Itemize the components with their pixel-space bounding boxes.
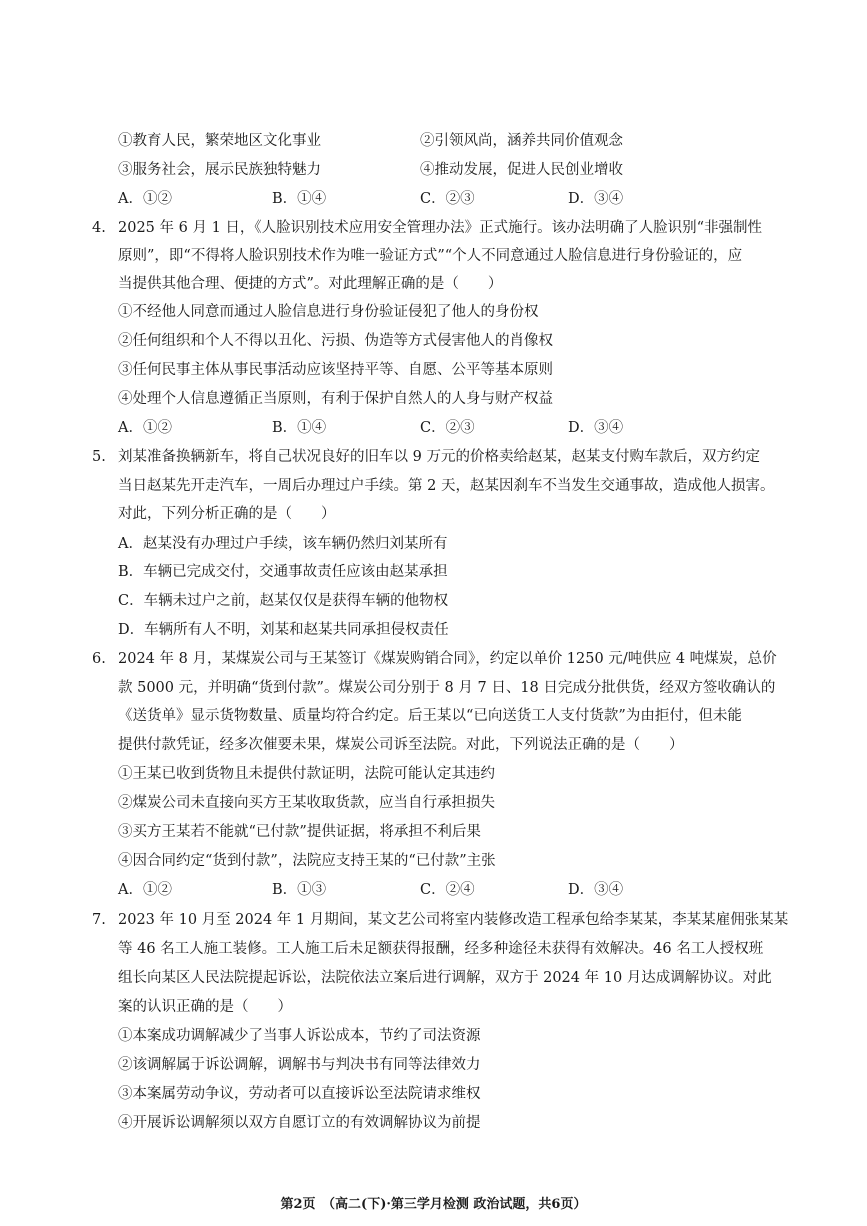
q6-stem-line-1: 2024 年 8 月，某煤炭公司与王某签订《煤炭购销合同》，约定以单价 1250 元/吨供应 4 吨煤炭，总价 [118,651,777,667]
q3-option-c: C．②③ [420,191,475,207]
q4-statement-3: ③任何民事主体从事民事活动应该坚持平等、自愿、公平等基本原则 [118,362,553,378]
q7-statement-4: ④开展诉讼调解须以双方自愿订立的有效调解协议为前提 [118,1115,481,1131]
q6-number: 6. [92,651,106,667]
q4-statement-1: ①不经他人同意而通过人脸信息进行身份验证侵犯了他人的身份权 [118,304,539,320]
q4-stem-line-3: 当提供其他合理、便捷的方式”。对此理解正确的是（ ） [118,276,503,292]
q7-stem-line-2: 等 46 名工人施工装修。工人施工后未足额获得报酬，经多种途径未获得有效解决。46 名工人授权班 [118,941,764,957]
q5-stem-line-2: 当日赵某先开走汽车，一周后办理过户手续。第 2 天，赵某因刹车不当发生交通事故，造成他人损害。 [118,478,775,494]
q7-statement-1: ①本案成功调解减少了当事人诉讼成本，节约了司法资源 [118,1028,481,1044]
q6-stem-line-3: 《送货单》显示货物数量、质量均符合约定。后王某以“已向送货工人支付货款”为由拒付，但未能 [118,708,742,724]
q4-option-c: C．②③ [420,420,475,436]
q5-stem-line-1: 刘某准备换辆新车，将自己状况良好的旧车以 9 万元的价格卖给赵某，赵某支付购车款后，双方约定 [118,449,760,465]
q7-stem-line-1: 2023 年 10 月至 2024 年 1 月期间，某文艺公司将室内装修改造工程承包给李某某，李某某雇佣张某某 [118,912,789,928]
q5-stem-line-3: 对此，下列分析正确的是（ ） [118,506,336,522]
q6-stem-line-2: 款 5000 元，并明确“货到付款”。煤炭公司分别于 8 月 7 日、18 日完成分批供货，经双方签收确认的 [118,680,776,696]
q7-stem-line-3: 组长向某区人民法院提起诉讼，法院依法立案后进行调解，双方于 2024 年 10 月达成调解协议。对此 [118,970,772,986]
q6-option-c: C．②④ [420,882,475,898]
q6-statement-4: ④因合同约定“货到付款”，法院应支持王某的“已付款”主张 [118,853,496,869]
q5-option-d: D．车辆所有人不明，刘某和赵某共同承担侵权责任 [118,622,449,638]
q5-option-b: B．车辆已完成交付，交通事故责任应该由赵某承担 [118,564,448,580]
q6-stem-line-4: 提供付款凭证，经多次催要未果，煤炭公司诉至法院。对此，下列说法正确的是（ ） [118,737,684,753]
q6-statement-1: ①王某已收到货物且未提供付款证明，法院可能认定其违约 [118,766,495,782]
q3-option-a: A．①② [118,191,172,207]
q6-option-b: B．①③ [272,882,327,898]
q3-statement-4: ④推动发展，促进人民创业增收 [420,162,623,178]
q4-option-a: A．①② [118,420,172,436]
q3-option-d: D．③④ [568,191,624,207]
q7-statement-3: ③本案属劳动争议，劳动者可以直接诉讼至法院请求维权 [118,1086,481,1102]
q6-statement-3: ③买方王某若不能就“已付款”提供证据，将承担不利后果 [118,824,481,840]
q6-statement-2: ②煤炭公司未直接向买方王某收取货款，应当自行承担损失 [118,795,495,811]
q6-option-d: D．③④ [568,882,624,898]
q5-option-a: A．赵某没有办理过户手续，该车辆仍然归刘某所有 [118,536,448,552]
q7-number: 7. [92,912,106,928]
q6-option-a: A．①② [118,882,172,898]
q3-statement-1: ①教育人民，繁荣地区文化事业 [118,133,321,149]
page-footer: 第2页 （高二(下)·第三学月检测 政治试题，共6页） [280,1197,587,1212]
q3-option-b: B．①④ [272,191,327,207]
q4-option-b: B．①④ [272,420,327,436]
q3-statement-2: ②引领风尚，涵养共同价值观念 [420,133,623,149]
q4-stem-line-2: 原则”，即“不得将人脸识别技术作为唯一验证方式”“个人不同意通过人脸信息进行身份验证的，应 [118,248,743,264]
q7-statement-2: ②该调解属于诉讼调解，调解书与判决书有同等法律效力 [118,1057,481,1073]
q4-number: 4. [92,220,106,236]
q5-number: 5. [92,449,106,465]
q4-statement-4: ④处理个人信息遵循正当原则，有利于保护自然人的人身与财产权益 [118,391,553,407]
q4-stem-line-1: 2025 年 6 月 1 日，《人脸识别技术应用安全管理办法》正式施行。该办法明确了人脸识别“非强制性 [118,220,763,236]
q4-option-d: D．③④ [568,420,624,436]
q3-statement-3: ③服务社会，展示民族独特魅力 [118,162,321,178]
q4-statement-2: ②任何组织和个人不得以丑化、污损、伪造等方式侵害他人的肖像权 [118,333,553,349]
q7-stem-line-4: 案的认识正确的是（ ） [118,999,292,1015]
q5-option-c: C．车辆未过户之前，赵某仅仅是获得车辆的他物权 [118,593,449,609]
